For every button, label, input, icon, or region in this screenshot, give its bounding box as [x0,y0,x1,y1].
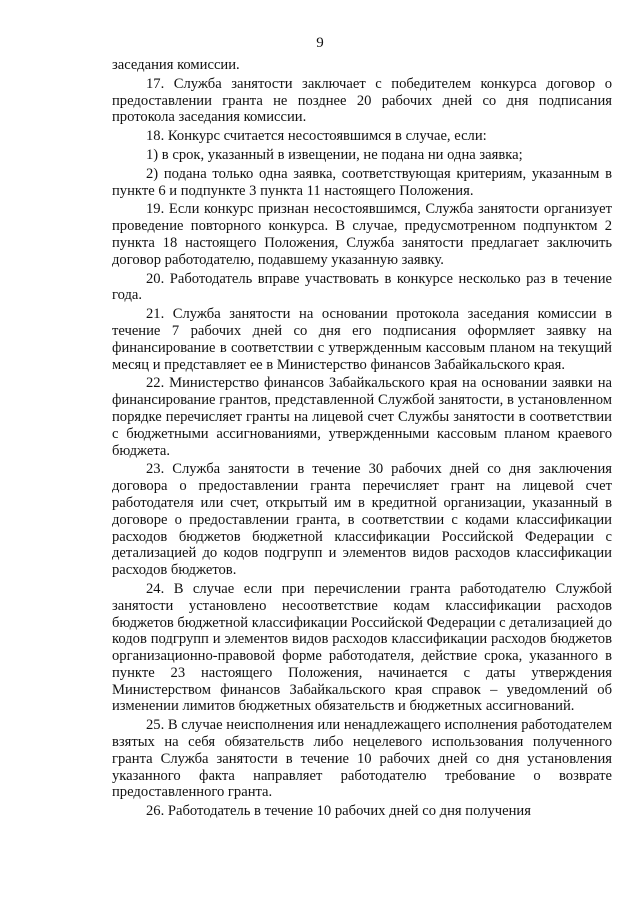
page-number: 9 [316,35,324,51]
document-body [112,57,612,820]
paragraph-26: 26. Работодатель в течение 10 рабочих дней со дня получения [146,803,531,820]
paragraph-23: 23. Служба занятости в течение 30 рабочих дней со дня заключения договора о предоставлении гранта перечисляет грант на лицевой счет работодателя или счет, открытый им в кредитной организации, указанный в договоре о предоставлении гранта, в соответствии с кодами классификации расходов бюджетов бюджетной классификации Российской Федерации с детализацией до кодов подгрупп и элементов видов расходов классификации расходов бюджетов. [112,461,612,579]
paragraph-continuation: заседания комиссии. [112,57,240,73]
paragraph-20: 20. Работодатель вправе участвовать в конкурсе несколько раз в течение года. [112,270,612,304]
paragraph-24: 24. В случае если при перечислении гранта работодателю Службой занятости установлено несоответствие кодам классификации расходов бюджетов бюджетной классификации Российской Федерации с детализацией до кодов подгрупп и элементов видов расходов классификации расходов бюджетов организационно-правовой форме работодателя, действие срока, указанного в пункте 23 настоящего Положения, начинается с даты утверждения Министерством финансов Забайкальского края справок – уведомлений об изменении лимитов бюджетных обязательств и бюджетных ассигнований. [112,580,612,715]
paragraph-22: 22. Министерство финансов Забайкальского края на основании заявки на финансирование грантов, представленной Службой занятости, в установленном порядке перечисляет гранты на лицевой счет Службы занятости в соответствии с бюджетными ассигнованиями, утвержденными кассовым планом краевого бюджета. [112,375,612,459]
paragraph-19: 19. Если конкурс признан несостоявшимся, Служба занятости организует проведение повторного конкурса. В случае, предусмотренном подпунктом 2 пункта 18 настоящего Положения, Служба занятости предлагает заключить договор работодателю, подавшему указанную заявку. [112,201,612,268]
paragraph-18-item-1: 1) в срок, указанный в извещении, не подана ни одна заявка; [146,146,523,163]
paragraph-17: 17. Служба занятости заключает с победителем конкурса договор о предоставлении гранта не позднее 20 рабочих дней со дня подписания протокола заседания комиссии. [112,75,612,126]
paragraph-18-item-2: 2) подана только одна заявка, соответствующая критериям, указанным в пункте 6 и подпункте 3 пункта 11 настоящего Положения. [112,165,612,199]
paragraph-18: 18. Конкурс считается несостоявшимся в случае, если: [146,128,487,145]
paragraph-25: 25. В случае неисполнения или ненадлежащего исполнения работодателем взятых на себя обязательств либо нецелевого использования полученного гранта Служба занятости в течение 10 рабочих дней со дня установления указанного факта направляет работодателю требование о возврате предоставленного гранта. [112,717,612,801]
paragraph-21: 21. Служба занятости на основании протокола заседания комиссии в течение 7 рабочих дней со дня его подписания оформляет заявку на финансирование в соответствии с утвержденным кассовым планом на текущий месяц и представляет ее в Министерство финансов Забайкальского края. [112,306,612,373]
